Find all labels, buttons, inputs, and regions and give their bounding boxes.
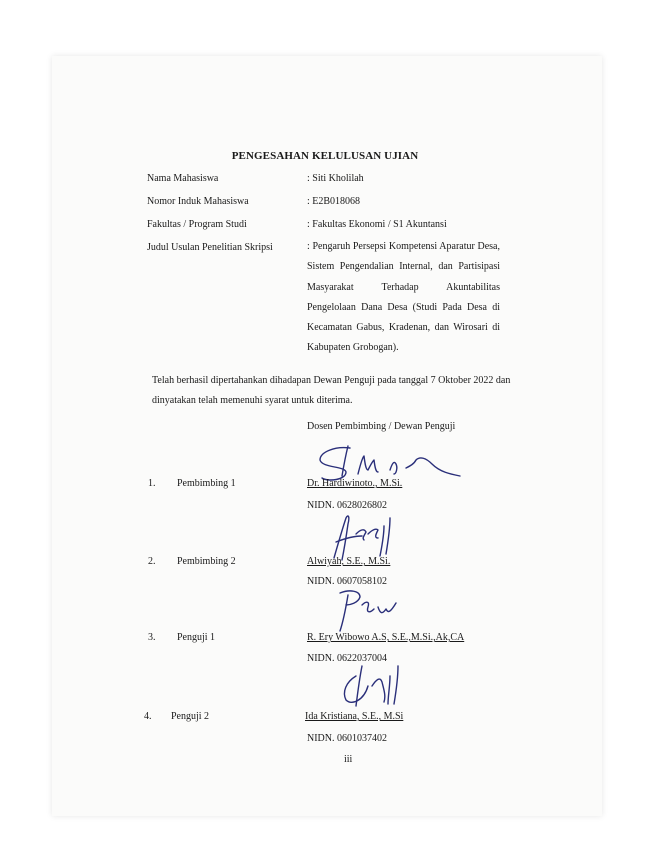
signatory-4-name: Ida Kristiana, S.E., M.Si: [305, 711, 404, 722]
page-number: iii: [344, 754, 353, 765]
signatory-1-name: Dr. Hardiwinoto., M.Si.: [307, 478, 403, 489]
signature-pembimbing-2: [318, 508, 408, 563]
signatory-1-role: Pembimbing 1: [177, 478, 236, 489]
document-page: [52, 56, 602, 816]
defense-statement: Telah berhasil dipertahankan dihadapan Dewan Penguji pada tanggal 7 Oktober 2022 dan dinyatakan telah memenuhi syarat untuk diterima.: [152, 375, 511, 406]
field-label-name: Nama Mahasiswa: [147, 173, 219, 184]
field-value-thesis-title: : Pengaruh Persepsi Kompetensi Aparatur Desa, Sistem Pengendalian Internal, dan Partisipasi Masyarakat Terhadap Akuntabilitas Pengelolaan Dana Desa (Studi Pada Desa di Kecamatan Gabus, Kradenan, dan Wirosari di Kabupaten Grobogan).: [307, 241, 500, 354]
signature-penguji-1: [330, 585, 410, 635]
field-label-nim: Nomor Induk Mahasiswa: [147, 196, 249, 207]
signatory-4-nidn: NIDN. 0601037402: [307, 733, 387, 744]
signatory-3-number: 3.: [148, 632, 156, 643]
signatory-4-number: 4.: [144, 711, 152, 722]
signatory-2-name: Alwiyah, S.E., M.Si.: [307, 556, 391, 567]
page-title: PENGESAHAN KELULUSAN UJIAN: [231, 150, 419, 162]
signatory-1-number: 1.: [148, 478, 156, 489]
field-value-nim: : E2B018068: [307, 196, 361, 207]
field-value-name: : Siti Kholilah: [307, 173, 364, 184]
signatory-2-number: 2.: [148, 556, 156, 567]
signatory-3-nidn: NIDN. 0622037004: [307, 653, 387, 664]
field-value-faculty: : Fakultas Ekonomi / S1 Akuntansi: [307, 219, 447, 230]
field-label-thesis-title: Judul Usulan Penelitian Skripsi: [147, 242, 273, 253]
signatory-2-role: Pembimbing 2: [177, 556, 236, 567]
signatory-2-nidn: NIDN. 0607058102: [307, 576, 387, 587]
signatory-1-nidn: NIDN. 0628026802: [307, 500, 387, 511]
signatory-3-name: R. Ery Wibowo A.S, S.E.,M.Si.,Ak,CA: [307, 632, 465, 643]
signatory-4-role: Penguji 2: [171, 711, 210, 722]
field-label-faculty: Fakultas / Program Studi: [147, 219, 247, 230]
signature-penguji-2: [336, 656, 416, 711]
signatory-3-role: Penguji 1: [177, 632, 216, 643]
board-heading: Dosen Pembimbing / Dewan Penguji: [307, 421, 456, 432]
